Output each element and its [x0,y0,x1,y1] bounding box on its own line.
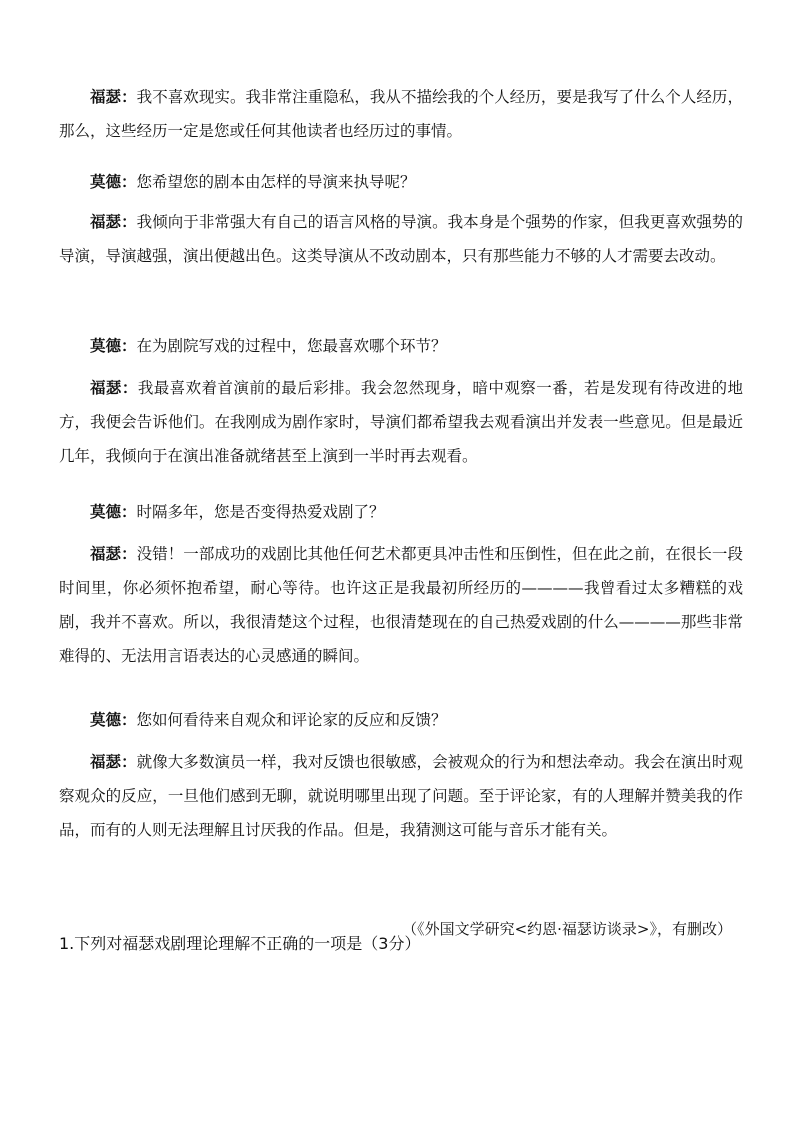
dialogue-text: 我最喜欢着首演前的最后彩排。我会忽然现身，暗中观察一番，若是发现有待改进的地方，我便会告诉他们。在我刚成为剧作家时，导演们都希望我去观看演出并发表一些意见。但是最近几年，我倾向于在演出准备就绪甚至上演到一半时再去观看。 [59,379,743,465]
speaker-label: 莫德： [90,172,137,191]
dialogue-paragraph-3 [59,205,743,273]
dialogue-text: 就像大多数演员一样，我对反馈也很敏感，会被观众的行为和想法牵动。我会在演出时观察观众的反应，一旦他们感到无聊，就说明哪里出现了问题。至于评论家，有的人理解并赞美我的作品，而有的人则无法理解且讨厌我的作品。但是，我猜测这可能与音乐才能有关。 [59,753,743,839]
speaker-label: 福瑟： [90,378,138,397]
dialogue-text: 没错！一部成功的戏剧比其他任何艺术都更具冲击性和压倒性，但在此之前，在很长一段时间里，你必须怀抱希望，耐心等待。也许这正是我最初所经历的————我曾看过太多糟糕的戏剧，我并不喜欢。所以，我很清楚这个过程，也很清楚现在的自己热爱戏剧的什么————那些非常难得的、无法用言语表达的心灵感通的瞬间。 [59,545,743,665]
speaker-label: 莫德： [90,336,137,355]
dialogue-paragraph-9 [59,745,743,847]
source-citation: （《外国文学研究<约恩·福瑟访谈录>》，有删改） [402,920,732,938]
speaker-label: 福瑟： [90,752,137,771]
dialogue-paragraph-8 [59,703,743,737]
speaker-label: 莫德： [90,502,137,521]
dialogue-paragraph-7 [59,537,743,673]
speaker-label: 福瑟： [90,544,137,563]
dialogue-paragraph-6 [59,495,743,529]
speaker-label: 福瑟： [90,212,137,231]
dialogue-paragraph-4 [59,329,743,363]
speaker-label: 莫德： [90,710,137,729]
speaker-label: 福瑟： [90,87,137,106]
dialogue-paragraph-2 [59,165,743,199]
dialogue-text: 您如何看待来自观众和评论家的反应和反馈？ [136,711,447,729]
dialogue-text: 时隔多年，您是否变得热爱戏剧了？ [136,503,385,521]
dialogue-text: 在为剧院写戏的过程中，您最喜欢哪个环节？ [136,337,447,355]
dialogue-text: 我不喜欢现实。我非常注重隐私，我从不描绘我的个人经历，要是我写了什么个人经历，那么，这些经历一定是您或任何其他读者也经历过的事情。 [59,88,743,140]
dialogue-paragraph-1 [59,80,743,148]
dialogue-paragraph-5 [59,371,743,473]
dialogue-text: 我倾向于非常强大有自己的语言风格的导演。我本身是个强势的作家，但我更喜欢强势的导演，导演越强，演出便越出色。这类导演从不改动剧本，只有那些能力不够的人才需要去改动。 [59,213,743,265]
dialogue-text: 您希望您的剧本由怎样的导演来执导呢？ [136,173,416,191]
question-1: 1.下列对福瑟戏剧理论理解不正确的一项是（3分） [59,934,421,953]
